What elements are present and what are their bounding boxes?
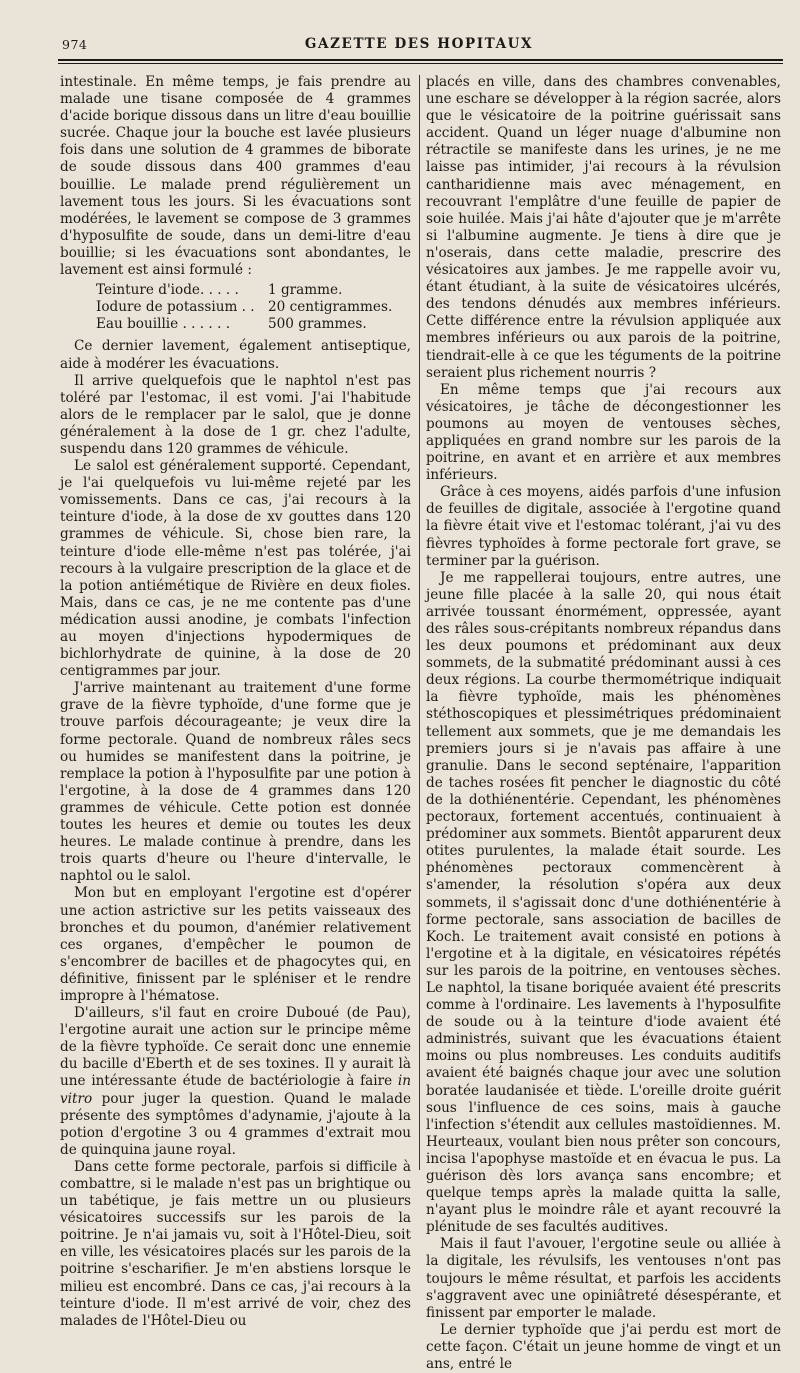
paragraph: Mais il faut l'avouer, l'ergotine seule ou alliée à la digitale, les révulsifs, les ventouses n'ont pas toujours le même résultat, et parfois les accidents s'aggravent avec une opiniâtreté désespérante, et finissent par emporter le malade.: [426, 1236, 781, 1321]
formula-row: [60, 299, 411, 316]
journal-title: GAZETTE DES HOPITAUX: [304, 36, 534, 52]
paragraph: [60, 1005, 411, 1159]
paragraph: Le salol est généralement supporté. Cependant, je l'ai quelquefois vu lui-même rejeté par les vomissements. Dans ce cas, j'ai recours à la teinture d'iode, à la dose de xv gouttes dans 120 grammes de véhicule. Si, chose bien rare, la teinture d'iode elle-même n'est pas tolérée, j'ai recours à la vulgaire prescription de la glace et de la potion antiémétique de Rivière en deux fioles. Mais, dans ce cas, je ne me contente pas d'une médication aussi anodine, je combats l'infection au moyen d'injections hypodermiques de bichlorhydrate de quinine, à la dose de 20 centigrammes par jour.: [60, 458, 411, 680]
formula-row: [60, 316, 411, 333]
header-rule-thin: [58, 63, 783, 64]
formula-ingredient: Eau bouillie . . . . . .: [96, 316, 231, 333]
paragraph: En même temps que j'ai recours aux vésicatoires, je tâche de décongestionner les poumons au moyen de ventouses sèches, appliquées en grand nombre sur les parois de la poitrine, en avant et en arrière et aux membres inférieurs.: [426, 381, 781, 484]
prescription-formula: [60, 282, 411, 333]
paragraph: Il arrive quelquefois que le naphtol n'est pas toléré par l'estomac, il est vomi. J'ai l'habitude alors de le remplacer par le salol, que je donne généralement à la dose de 1 gr. chez l'adulte, suspendu dans 120 grammes de véhicule.: [60, 372, 411, 457]
page-header: [58, 34, 780, 56]
formula-dose: 20 centigrammes.: [268, 299, 393, 316]
formula-row: [60, 282, 411, 299]
paragraph: Mon but en employant l'ergotine est d'opérer une action astrictive sur les petits vaisseaux des bronches et du poumon, d'anémier relativement ces organes, d'empêcher le poumon de s'encombrer de bacilles et de phagocytes qui, en définitive, finissent par le spléniser et le rendre impropre à l'hématose.: [60, 885, 411, 1004]
paragraph: J'arrive maintenant au traitement d'une forme grave de la fièvre typhoïde, d'une forme que je trouve parfois décourageante; je veux dire la forme pectorale. Quand de nombreux râles secs ou humides se manifestent dans la poitrine, je remplace la potion à l'hyposulfite par une potion à l'ergotine, à la dose de 4 grammes dans 120 grammes de véhicule. Cette potion est donnée toutes les heures et demie ou toutes les deux heures. Le malade continue à prendre, dans les trois quarts d'heure ou l'heure d'intervalle, le naphtol ou le salol.: [60, 680, 411, 885]
paragraph: Le dernier typhoïde que j'ai perdu est mort de cette façon. C'était un jeune homme de vingt et un ans, entré le: [426, 1321, 781, 1373]
formula-dose: 1 gramme.: [268, 282, 343, 299]
page-number: 974: [62, 37, 88, 52]
italic-term: in vitro: [60, 1073, 411, 1107]
paragraph: intestinale. En même temps, je fais prendre au malade une tisane composée de 4 grammes d'acide borique dissous dans un litre d'eau bouillie sucrée. Chaque jour la bouche est lavée plusieurs fois dans une solution de 4 grammes de biborate de soude dissous dans 400 grammes d'eau bouillie. Le malade prend régulièrement un lavement tous les jours. Si les évacuations sont modérées, le lavement se compose de 3 grammes d'hyposulfite de soude, dans un demi-litre d'eau bouillie; si les évacuations sont abondantes, le lavement est ainsi formulé :: [60, 74, 411, 279]
paragraph: Dans cette forme pectorale, parfois si difficile à combattre, si le malade n'est pas un brightique ou un tabétique, je fais mettre un ou plusieurs vésicatoires successifs sur les parois de la poitrine. Je n'ai jamais vu, soit à l'Hôtel-Dieu, soit en ville, les vésicatoires placés sur les parois de la poitrine s'escharifier. Je m'en abstiens lorsque le milieu est encombré. Dans ce cas, j'ai recours à la teinture d'iode. Il m'est arrivé de voir, chez des malades de l'Hôtel-Dieu ou: [60, 1158, 411, 1329]
left-column: [60, 74, 411, 1330]
column-divider: [419, 75, 420, 1170]
formula-dose: 500 grammes.: [268, 316, 367, 333]
formula-ingredient: Iodure de potassium . .: [96, 299, 255, 316]
text-run: pour juger la question. Quand le malade présente des symptômes d'adynamie, j'ajoute à la potion d'ergotine 3 ou 4 grammes d'extrait mou de quinquina jaune royal.: [60, 1090, 411, 1158]
header-rule-thick: [58, 59, 783, 61]
right-column: [426, 74, 781, 1373]
paragraph: Ce dernier lavement, également antiseptique, aide à modérer les évacuations.: [60, 338, 411, 372]
paragraph: placés en ville, dans des chambres convenables, une eschare se développer à la région sacrée, alors que le vésicatoire de la poitrine guérissait sans accident. Quand un léger nuage d'albumine non rétractile se manifeste dans les urines, je ne me laisse pas intimider, j'ai recours à la révulsion cantharidienne mais avec ménagement, en recouvrant l'emplâtre d'une feuille de papier de soie huilée. Mais j'ai hâte d'ajouter que je m'arrête si l'albumine augmente. Je tiens à dire que je n'oserais, dans cette maladie, prescrire des vésicatoires aux jambes. Je me rappelle avoir vu, étant étudiant, à la suite de vésicatoires ulcérés, des tendons dénudés aux membres inférieurs. Cette différence entre la révulsion appliquée aux membres inférieurs ou aux parois de la poitrine, tiendrait-elle à ce que les téguments de la poitrine seraient plus richement nourris ?: [426, 74, 781, 381]
paragraph: Je me rappellerai toujours, entre autres, une jeune fille placée à la salle 20, qui nous était arrivée toussant énormément, oppressée, ayant des râles sous-crépitants nombreux répandus dans les deux poumons et prédominant aux deux sommets, de la submatité prédominant aussi à ces deux régions. La courbe thermométrique indiquait la fièvre typhoïde, mais les phénomènes stéthoscopiques et plessimétriques prédominaient tellement aux sommets, que je me demandais les premiers jours si je n'avais pas affaire à une granulie. Dans le second septénaire, l'apparition de taches rosées fit pencher le diagnostic du côté de la dothiénentérie. Cependant, les phénomènes pectoraux, fortement accentués, continuaient à prédominer aux sommets. Bientôt apparurent deux otites purulentes, la malade était sourde. Les phénomènes pectoraux commencèrent à s'amender, la résolution s'opéra aux deux sommets, il s'agissait donc d'une dothiénentérie à forme pectorale, sans association de bacilles de Koch. Le traitement avait consisté en potions à l'ergotine et à la digitale, en vésicatoires répétés sur les parois de la poitrine, en ventouses sèches. Le naphtol, la tisane boriquée avaient été prescrits comme à l'ordinaire. Les lavements à l'hyposulfite de soude ou à la teinture d'iode avaient été administrés, suivant que les évacuations étaient moins ou plus nombreuses. Les conduits auditifs avaient été baignés chaque jour avec une solution boratée laudanisée et tiède. L'oreille droite guérit sous l'influence de ces soins, mais à gauche l'infection s'étendit aux cellules mastoïdiennes. M. Heurteaux, voulant bien nous prêter son concours, incisa l'apophyse mastoïde et en évacua le pus. La guérison dès lors avança sans encombre; et quelque temps après la malade quitta la salle, n'ayant plus le moindre râle et ayant recouvré la plénitude de ses facultés auditives.: [426, 569, 781, 1236]
formula-ingredient: Teinture d'iode. . . . .: [96, 282, 239, 299]
text-run: D'ailleurs, s'il faut en croire Duboué (de Pau), l'ergotine aurait une action sur le principe même de la fièvre typhoïde. Ce serait donc une ennemie du bacille d'Eberth et de ses toxines. Il y aurait là une intéressante étude de bactériologie à faire: [60, 1005, 411, 1090]
paragraph: Grâce à ces moyens, aidés parfois d'une infusion de feuilles de digitale, associée à l'ergotine quand la fièvre était vive et l'estomac tolérant, j'ai vu des fièvres typhoïdes à forme pectorale fort grave, se terminer par la guérison.: [426, 484, 781, 569]
